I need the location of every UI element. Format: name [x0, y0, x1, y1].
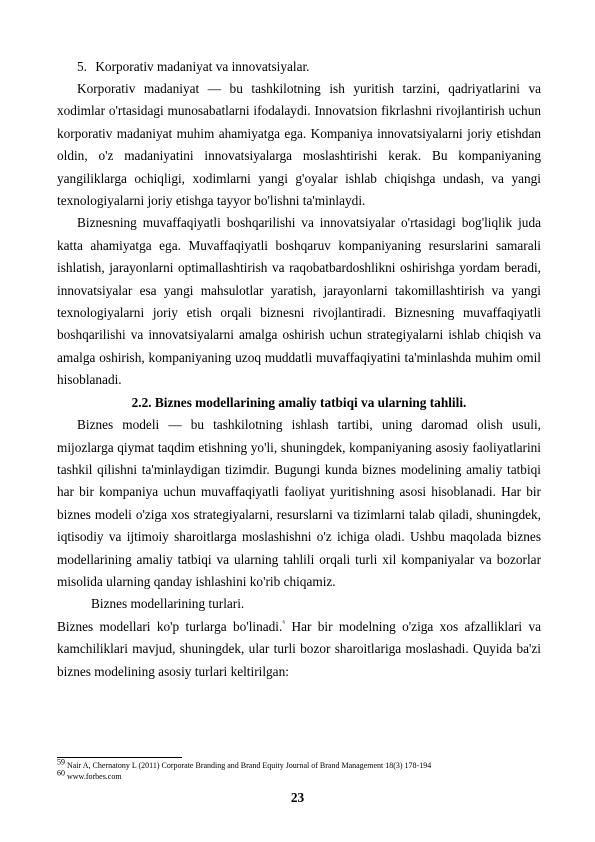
footnote-mark-60: 60	[57, 768, 65, 778]
paragraph-model-types-rest: Har bir modelning o'ziga xos afzalliklari va kamchiliklari mavjud, shuningdek, ular turli bozor sharoitlariga moslashadi. Quyida ba'zi biznes modelining asosiy turlari keltirilgan:	[57, 618, 541, 679]
list-number: 5.	[77, 59, 87, 74]
list-heading	[57, 56, 541, 78]
list-heading-text: Korporativ madaniyat va innovatsiyalar.	[95, 59, 310, 74]
footnotes	[57, 757, 541, 782]
footnote-divider	[57, 757, 182, 758]
footnote-text-59: Nair A, Chernatony L (2011) Corporate Branding and Brand Equity Journal of Brand Management 18(3) 178-194	[65, 761, 432, 770]
footnote-text-60: www.forbes.com	[65, 772, 122, 781]
footnote-60	[57, 768, 541, 782]
paragraph-business-management: Biznesning muvaffaqiyatli boshqarilishi va innovatsiyalar o'rtasidagi bog'liqlik juda katta ahamiyatga ega. Muvaffaqiyatli boshqaruv kompaniyaning resurslarini samarali ishlatish, jarayonlarni optimallashtirish va raqobatbardoshlikni oshirishga yordam beradi, innovatsiyalar esa yangi mahsulotlar yaratish, jarayonlarni takomillashtirish va yangi texnologiyalarni joriy etish orqali biznesni rivojlantiradi. Biznesning muvaffaqiyatli boshqarilishi va innovatsiyalarni amalga oshirish uchun strategiyalarni ishlab chiqish va amalga oshirish, kompaniyaning uzoq muddatli muvaffaqiyatini ta'minlashda muhim omil hisoblanadi.	[57, 215, 541, 388]
section-title: 2.2. Biznes modellarining amaliy tatbiqi va ularning tahlili.	[131, 394, 467, 410]
page-number: 23	[290, 790, 305, 805]
paragraph-business-model: Biznes modeli — bu tashkilotning ishlash tartibi, uning daromad olish usuli, mijozlarga qiymat taqdim etishning yo'li, shuningdek, kompaniyaning asosiy faoliyatlarini tashkil qilishni ta'minlaydigan tizimdir. Bugungi kunda biznes modelining amaliy tatbiqi har bir kompaniya uchun muvaffaqiyatli faoliyat yuritishning asosi hisoblanadi. Har bir biznes modeli o'ziga xos strategiyalarni, resurslarni va tizimlarni talab qiladi, shuningdek, iqtisodiy va ijtimoiy sharoitlarga moslashishni o'z ichiga oladi. Ushbu maqolada biznes modellarining amaliy tatbiqi va ularning tahlili orqali turli xil kompaniyalar va bozorlar misolida ularning qanday ishlashini ko'rib chiqamiz.	[57, 417, 541, 589]
paragraph-model-types-lead: Biznes modellari ko'p turlarga bo'linadi.	[57, 618, 283, 634]
footnote-mark-59: 59	[57, 757, 65, 767]
document-page	[57, 48, 541, 683]
footnote-59	[57, 757, 541, 771]
paragraph-corporate-culture: Korporativ madaniyat — bu tashkilotning ish yuritish tarzini, qadriyatlarini va xodimlar o'rtasidagi munosabatlarni ifodalaydi. Innovatsion fikrlashni rivojlantirish uchun korporativ madaniyat muhim ahamiyatga ega. Kompaniya innovatsiyalarni joriy etishdan oldin, o'z madaniyatini innovatsiyalarga moslashtirishi kerak. Bu kompaniyaning yangiliklarga ochiqligi, xodimlarni yangi g'oyalar ishlab chiqishga undash, va yangi texnologiyalarni joriy etishga tayyor bo'lishni ta'minlaydi.	[57, 81, 541, 209]
paragraph-model-types	[57, 616, 541, 683]
subheading-model-types: Biznes modellarining turlari.	[91, 596, 245, 612]
footnote-reference-mark: ⁶	[282, 618, 286, 628]
